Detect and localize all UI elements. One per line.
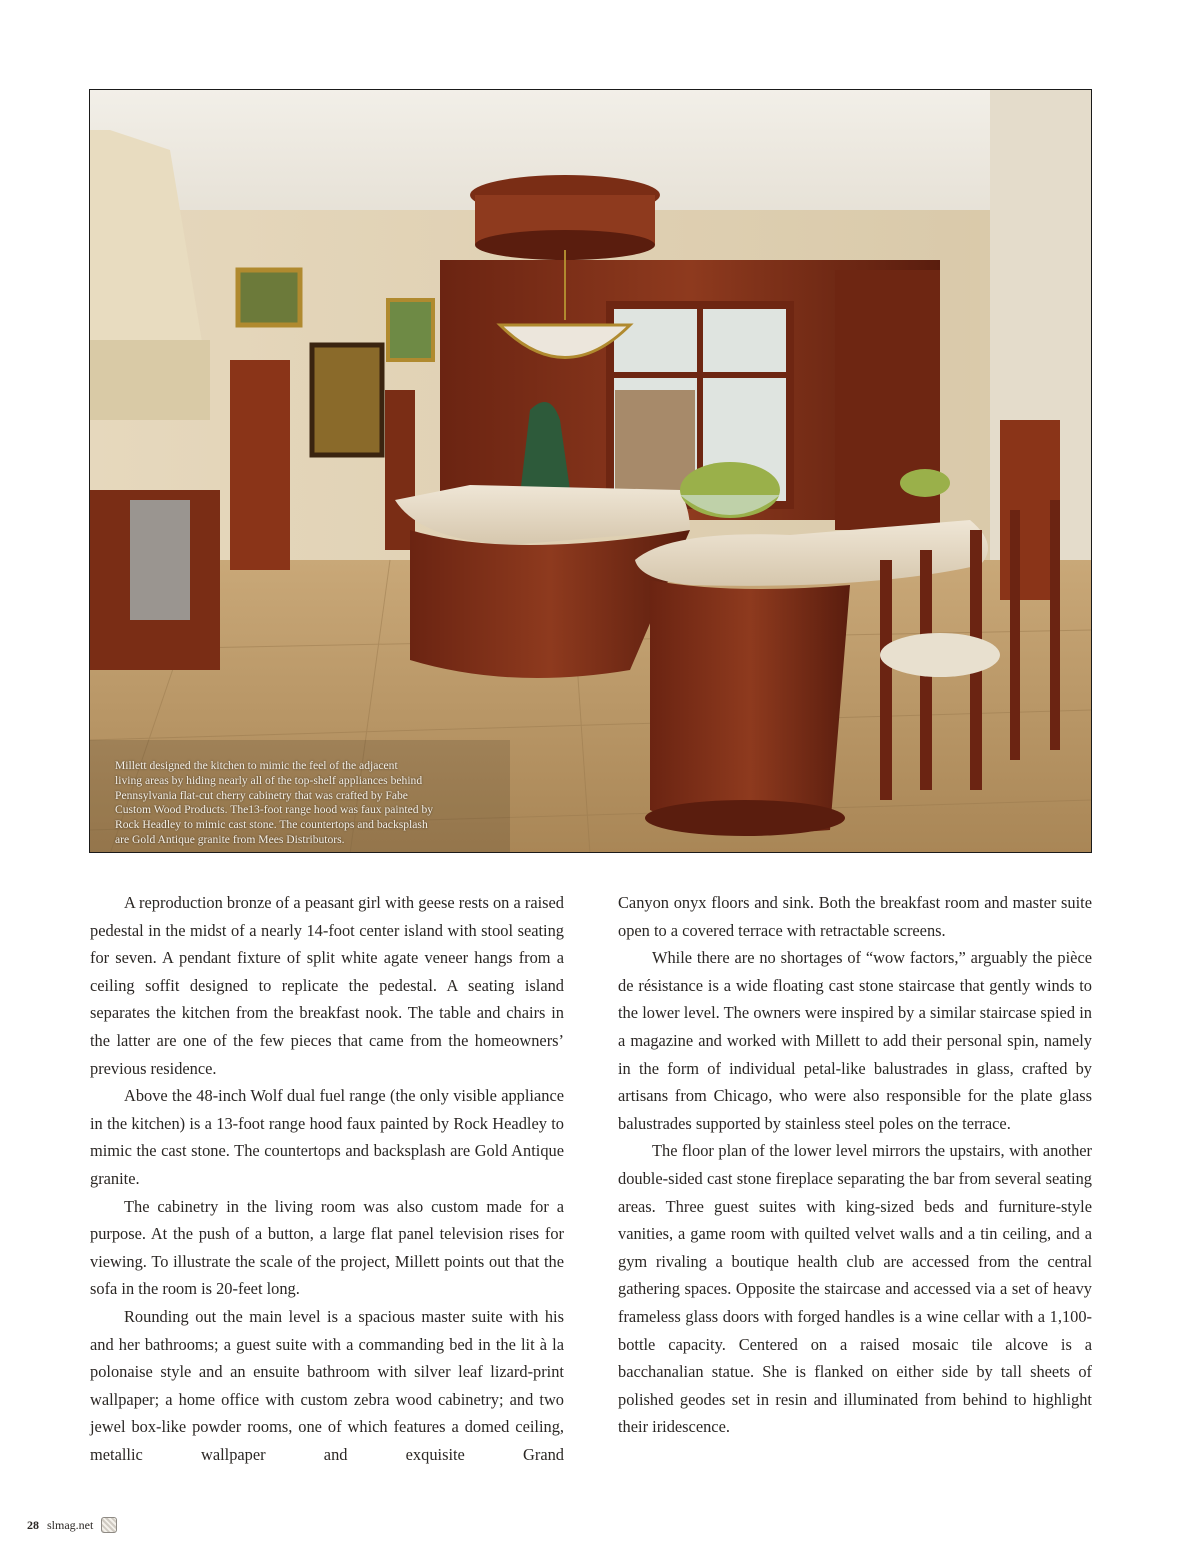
caption-line: Custom Wood Products. The13-foot range hood was faux painted by	[115, 803, 434, 817]
page-number: 28	[27, 1517, 39, 1532]
paragraph: A reproduction bronze of a peasant girl with geese rests on a raised pedestal in the midst of a nearly 14-foot center island with stool seating for seven. A pendant fixture of split white agate veneer hangs from a ceiling soffit designed to replicate the pedestal. A seating island separates the kitchen from the breakfast nook. The table and chairs in the latter are one of the few pieces that came from the homeowners’ previous residence.	[90, 893, 564, 1078]
magazine-logo-icon	[101, 1517, 117, 1533]
paragraph: Above the 48-inch Wolf dual fuel range (the only visible appliance in the kitchen) is a 13-foot range hood faux painted by Rock Headley to mimic the cast stone. The countertops and backsplash are Gold Antique granite.	[90, 1086, 564, 1188]
kitchen-photo	[89, 89, 1092, 853]
paragraph: Canyon onyx floors and sink. Both the breakfast room and master suite open to a covered terrace with retractable screens.	[618, 893, 1092, 940]
caption-line: Rock Headley to mimic cast stone. The countertops and backsplash	[115, 818, 428, 832]
photo-caption	[115, 759, 505, 848]
paragraph: While there are no shortages of “wow factors,” arguably the pièce de résistance is a wide floating cast stone staircase that gently winds to the lower level. The owners were inspired by a similar staircase spied in a magazine and worked with Millett to add their personal spin, namely in the form of individual petal-like balustrades in glass, crafted by artisans from Chicago, who were also responsible for the plate glass balustrades supported by stainless steel poles on the terrace.	[618, 948, 1092, 1133]
paragraph: The floor plan of the lower level mirrors the upstairs, with another double-sided cast stone fireplace separating the bar from several seating areas. Three guest suites with king-sized beds and furniture-style vanities, a game room with quilted velvet walls and a tin ceiling, and a gym rivaling a boutique health club are accessed from the central gathering spaces. Opposite the staircase and accessed via a set of heavy frameless glass doors with forged handles is a wine cellar with a 1,100-bottle capacity. Centered on a raised mosaic tile alcove is a bacchanalian statue. She is flanked on either side by tall sheets of polished geodes set in resin and illuminated from behind to highlight their iridescence.	[618, 1141, 1092, 1437]
site-url: slmag.net	[47, 1517, 94, 1532]
caption-line: are Gold Antique granite from Mees Distributors.	[115, 832, 345, 846]
caption-line: Pennsylvania flat-cut cherry cabinetry that was crafted by Fabe	[115, 788, 408, 802]
paragraph: The cabinetry in the living room was also custom made for a purpose. At the push of a button, a large flat panel television rises for viewing. To illustrate the scale of the project, Millett points out that the sofa in the room is 20-feet long.	[90, 1196, 564, 1299]
article-left-column	[90, 889, 564, 1468]
article-right-column	[618, 889, 1092, 1441]
caption-line: living areas by hiding nearly all of the top-shelf appliances behind	[115, 773, 423, 787]
page-footer	[27, 1517, 117, 1533]
caption-line: Millett designed the kitchen to mimic the feel of the adjacent	[115, 759, 398, 772]
paragraph: Rounding out the main level is a spacious master suite with his and her bathrooms; a guest suite with a commanding bed in the lit à la polonaise style and an ensuite bathroom with silver leaf lizard-print wallpaper; a home office with custom zebra wood cabinetry; and two jewel box-like powder rooms, one of which features a domed ceiling, metallic wallpaper and exquisite Grand	[90, 1306, 564, 1464]
